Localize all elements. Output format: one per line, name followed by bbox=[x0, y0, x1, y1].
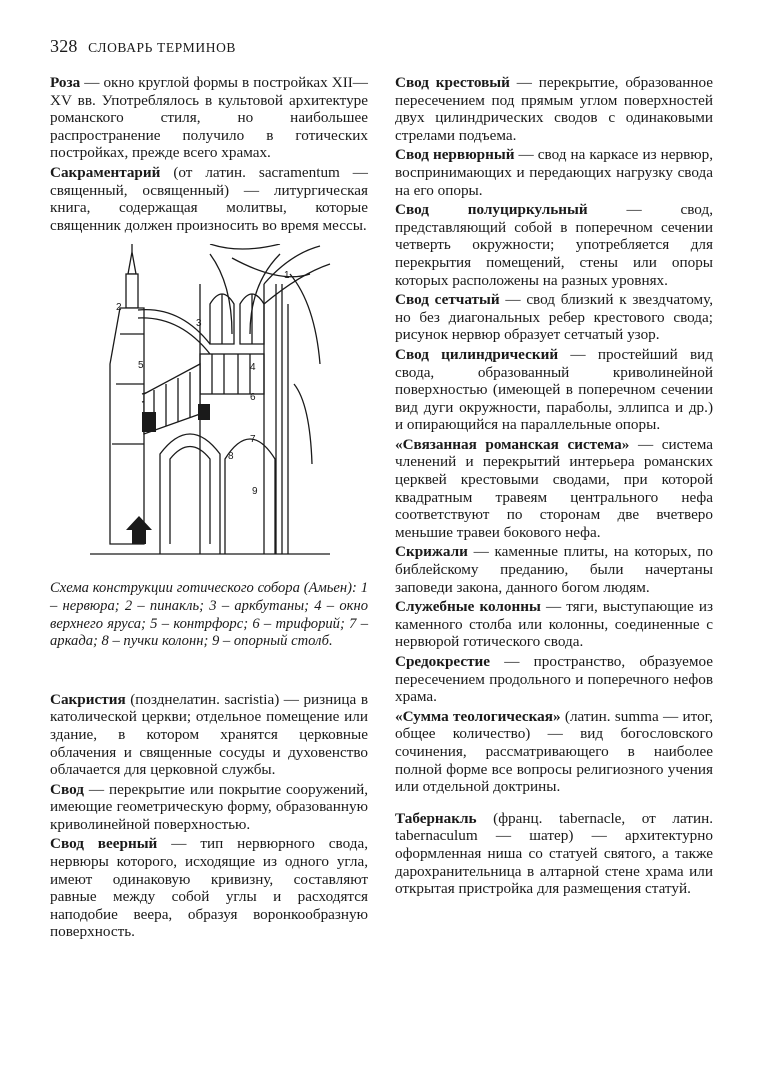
entry-svod-krestovy bbox=[395, 74, 713, 144]
entry-text: (позднелатин. sacristia) — ризница в католической церкви; отдельное помещение или здание, в котором хранятся церковные облачения и священные сосуды и духовенство облачается для церковной службы. bbox=[50, 690, 368, 779]
cathedral-drawing bbox=[50, 244, 368, 574]
entry-roza bbox=[50, 74, 368, 162]
entry-term: «Сумма теологическая» bbox=[395, 707, 561, 725]
entry-text: — свод, представляющий собой в поперечном сечении четверть окружности; употребляется для перекрытия помещений, стены или опоры которых расположены на разных уровнях. bbox=[395, 201, 713, 289]
cathedral-diagram bbox=[50, 244, 368, 574]
entry-term: Свод крестовый bbox=[395, 74, 510, 91]
running-title: СЛОВАРЬ ТЕРМИНОВ bbox=[88, 40, 237, 55]
entry-text: — тяги, выступающие из каменного столба или колонны, соединенные с нервюрой готического свода. bbox=[395, 598, 713, 651]
entry-text: — пространство, образуемое пересечением продольного и поперечного нефов храма. bbox=[395, 653, 713, 706]
entry-text: — перекрытие или покрытие сооружений, имеющие геометрическую форму, образованную криволинейной поверхностью. bbox=[50, 780, 368, 833]
entry-sluzhebnye-kolonny bbox=[395, 598, 713, 651]
entry-sakramentariy bbox=[50, 164, 368, 234]
label-6: 6 bbox=[250, 392, 256, 404]
page-number: 328 bbox=[50, 36, 78, 56]
entry-term: Свод bbox=[50, 780, 84, 798]
entry-term: Свод цилиндрический bbox=[395, 345, 559, 363]
entry-romanskaya-sistema bbox=[395, 436, 713, 542]
entry-text: — каменные плиты, на которых, по библейскому преданию, были начертаны заповеди закона, данного богом людям. bbox=[395, 543, 713, 596]
entry-term: Свод нервюрный bbox=[395, 146, 515, 164]
entry-sakristiya bbox=[50, 691, 368, 779]
label-7: 7 bbox=[250, 434, 256, 446]
entry-text: — свод близкий к звездчатому, но без диагональных ребер крестового свода; рисунок нервюр образует сетчатый узор. bbox=[395, 291, 713, 344]
entry-term: Средокрестие bbox=[395, 653, 491, 670]
entry-text: (франц. tabernacle, от латин. tabernaculum — шатер) — архитектурно оформленная ниша со статуей святого, а также дарохранительница в алтарной стене храма или открытая пристройка для размещения статуй. bbox=[395, 809, 713, 898]
entry-text: — простейший вид свода, образованный криволинейной поверхностью (имеющей в поперечном сечении вид дуги окружности, параболы, эллипса и др.) и опирающийся на параллельные опоры. bbox=[395, 345, 714, 434]
entry-svod-setchaty bbox=[395, 291, 713, 344]
entry-svod-nervyurny bbox=[395, 146, 713, 199]
entry-text: — свод на каркасе из нервюр, воспринимающих и передающих нагрузку свода на его опоры. bbox=[395, 146, 713, 199]
entry-term: Сакристия bbox=[50, 690, 126, 708]
entry-sredokrestie bbox=[395, 653, 713, 706]
entry-gap bbox=[395, 798, 713, 810]
label-9: 9 bbox=[252, 486, 258, 498]
entry-term: Табернакль bbox=[395, 809, 477, 827]
entry-text: — окно круглой формы в постройках XII—XV вв. Употреблялось в культовой архитектуре романского стиля, но наибольшее распространение получило в готических постройках, прежде всего храмах. bbox=[50, 74, 368, 162]
label-4: 4 bbox=[250, 362, 256, 374]
entry-term: «Связанная романская система» bbox=[395, 435, 630, 453]
entry-svod-tsilindrichesky bbox=[395, 346, 713, 434]
entry-svod-polutsirkulny bbox=[395, 201, 713, 289]
entry-skrizhali bbox=[395, 543, 713, 596]
label-1: 1 bbox=[284, 270, 290, 282]
entry-term: Свод полуциркульный bbox=[395, 201, 588, 219]
entry-svod bbox=[50, 781, 368, 834]
label-5: 5 bbox=[138, 360, 144, 372]
entry-text: — тип нервюрного свода, нервюры которого, исходящие из одного угла, имеют одинаковую кривизну, составляют равные между собой углы и расходятся наподобие веера, образуя воронкообразную поверхность. bbox=[50, 835, 368, 941]
entry-tabernakl bbox=[395, 810, 713, 898]
entry-term: Скрижали bbox=[395, 543, 468, 561]
entry-term: Роза bbox=[50, 74, 81, 91]
label-3: 3 bbox=[196, 318, 202, 330]
entry-term: Свод сетчатый bbox=[395, 291, 500, 309]
entry-text: — перекрытие, образованное пересечением под прямым углом поверхностей двух цилиндрических сводов с одинаковыми стрелами подъема. bbox=[395, 74, 713, 144]
label-2: 2 bbox=[116, 302, 122, 314]
page-header bbox=[50, 36, 236, 57]
entry-term: Свод веерный bbox=[50, 835, 158, 853]
entry-text: (латин. summa — итог, общее количество) — вид богословского сочинения, рассматривающего в наиболее полной форме все вопросы религиозного учения или отдельной доктрины. bbox=[395, 707, 713, 796]
entry-summa bbox=[395, 708, 713, 796]
entry-svod-veerny bbox=[50, 835, 368, 941]
label-8: 8 bbox=[228, 451, 234, 463]
left-column bbox=[50, 74, 368, 943]
right-column bbox=[395, 74, 713, 900]
entry-text: — система членений и перекрытий интерьера романских церквей крестовыми сводами, при которой квадратным травеям центрального нефа соответствуют по сторонам две вчетверо меньшие травеи бокового нефа. bbox=[395, 435, 713, 541]
entry-text: (от латин. sacramentum — священный, освященный) — литургическая книга, содержащая молитвы, которые священник должен произносить во время мессы. bbox=[50, 163, 368, 234]
figure-caption: Схема конструкции готического собора (Амьен): 1 – нервюра; 2 – пинакль; 3 – аркбутаны; 4 – окно верхнего яруса; 5 – контрфорс; 6 – трифорий; 7 – аркада; 8 – пучки колонн; 9 – опорный столб. bbox=[50, 580, 368, 650]
entry-term: Сакраментарий bbox=[50, 163, 161, 181]
entry-term: Служебные колонны bbox=[395, 598, 541, 616]
